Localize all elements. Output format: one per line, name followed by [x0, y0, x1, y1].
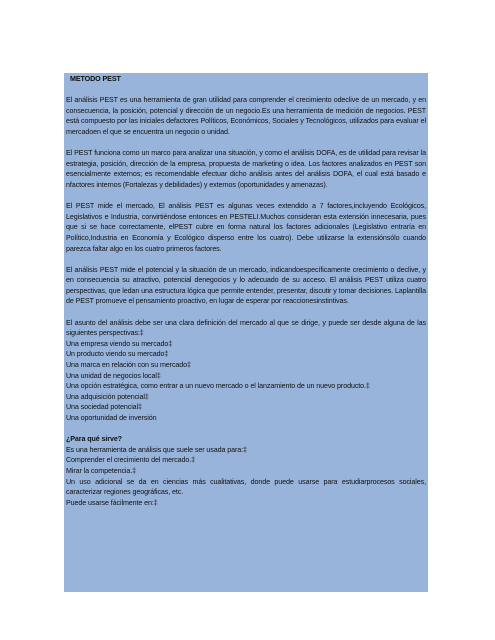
spacer: [66, 424, 426, 435]
list-item: Un producto viendo su mercado‡: [66, 350, 169, 359]
uses-paragraph: Un uso adicional se da en ciencias más cualitativas, donde puede usarse para estudiarprocesos sociales, caracterizar regiones geográficas, etc.: [66, 477, 426, 497]
list-item: Una unidad de negocios local‡: [66, 371, 161, 380]
uses-list: [66, 445, 426, 477]
final-line: Puede usarse fácilmente en:‡: [66, 498, 158, 507]
list-item: Una adquisición potencial‡: [66, 392, 149, 401]
paragraph-2: El PEST funciona como un marco para analizar una situación, y como el análisis DOFA, es de utilidad para revisar la estrategia, posición, dirección de la empresa, propuesta de marketing o idea. Los factores analizados en PEST son esencialmente externos; es recomendable efectuar dicho análisis antes del análisis DOFA, el cual está basado e nfactores internos (Fortalezas y debilidades) y externos (oportunidades y amenazas).: [66, 149, 426, 189]
list-item: Mirar la competencia.‡: [66, 466, 137, 475]
spacer: [66, 85, 426, 96]
perspectives-list: [66, 339, 426, 424]
section-subtitle: ¿Para qué sirve?: [66, 435, 122, 444]
spacer: [66, 191, 426, 202]
paragraph-3: El PEST mide el mercado, El análisis PEST es algunas veces extendido a 7 factores,incluyendo Ecológicos, Legislativos e Industria, convirtiéndose entonces en PESTELI.Muchos consideran esta extensión innecesaria, pues que si se hace correctamente, elPEST cubre en forma natural los factores adicionales (Legislativo entraría en Político,Industria en Economía y Ecológico disperso entre los cuatro). Debe utilizarse la extensiónsólo cuando parezca faltar algo en los cuatro primeros factores.: [66, 202, 426, 253]
paragraph-4: El análisis PEST mide el potencial y la situación de un mercado, indicandoespecíficamente crecimiento o declive, y en consecuencia su atractivo, potencial denegocios y lo adecuado de su acceso. El análisis PEST utiliza cuatro perspectivas, que ledan una estructura lógica que permite entender, presentar, discutir y tomar decisiones. Laplantilla de PEST promueve el pensamiento proactivo, en lugar de esperar por reaccionesinstintivas.: [66, 265, 426, 306]
list-item: Una sociedad potencial‡: [66, 403, 142, 412]
list-item: Una marca en relación con su mercado‡: [66, 361, 191, 370]
document-block: [64, 73, 428, 592]
list-item: Comprender el crecimiento del mercado.‡: [66, 456, 196, 465]
spacer: [66, 307, 426, 318]
list-item: Una opción estratégica, como entrar a un nuevo mercado o el lanzamiento de un nuevo producto.‡: [66, 382, 370, 391]
paragraph-5: El asunto del análisis debe ser una clara definición del mercado al que se dirige, y puede ser desde alguna de las siguientes perspectivas:‡: [66, 318, 426, 338]
list-item: Es una herramienta de análisis que suele ser usada para:‡: [66, 445, 247, 454]
document-title: METODO PEST: [70, 75, 121, 83]
list-item: Una oportunidad de inversión: [66, 414, 157, 422]
paragraph-1: El análisis PEST es una herramienta de gran utilidad para comprender el crecimiento odeclive de un mercado, y en consecuencia, la posición, potencial y dirección de un negocio.Es una herramienta de medición de negocios. PEST está compuesto por las iniciales defactores Políticos, Económicos, Sociales y Tecnológicos, utilizados para evaluar el mercadoen el que se encuentra un negocio o unidad.: [66, 96, 426, 136]
spacer: [66, 138, 426, 149]
spacer: [66, 254, 426, 265]
list-item: Una empresa viendo su mercado‡: [66, 339, 173, 348]
